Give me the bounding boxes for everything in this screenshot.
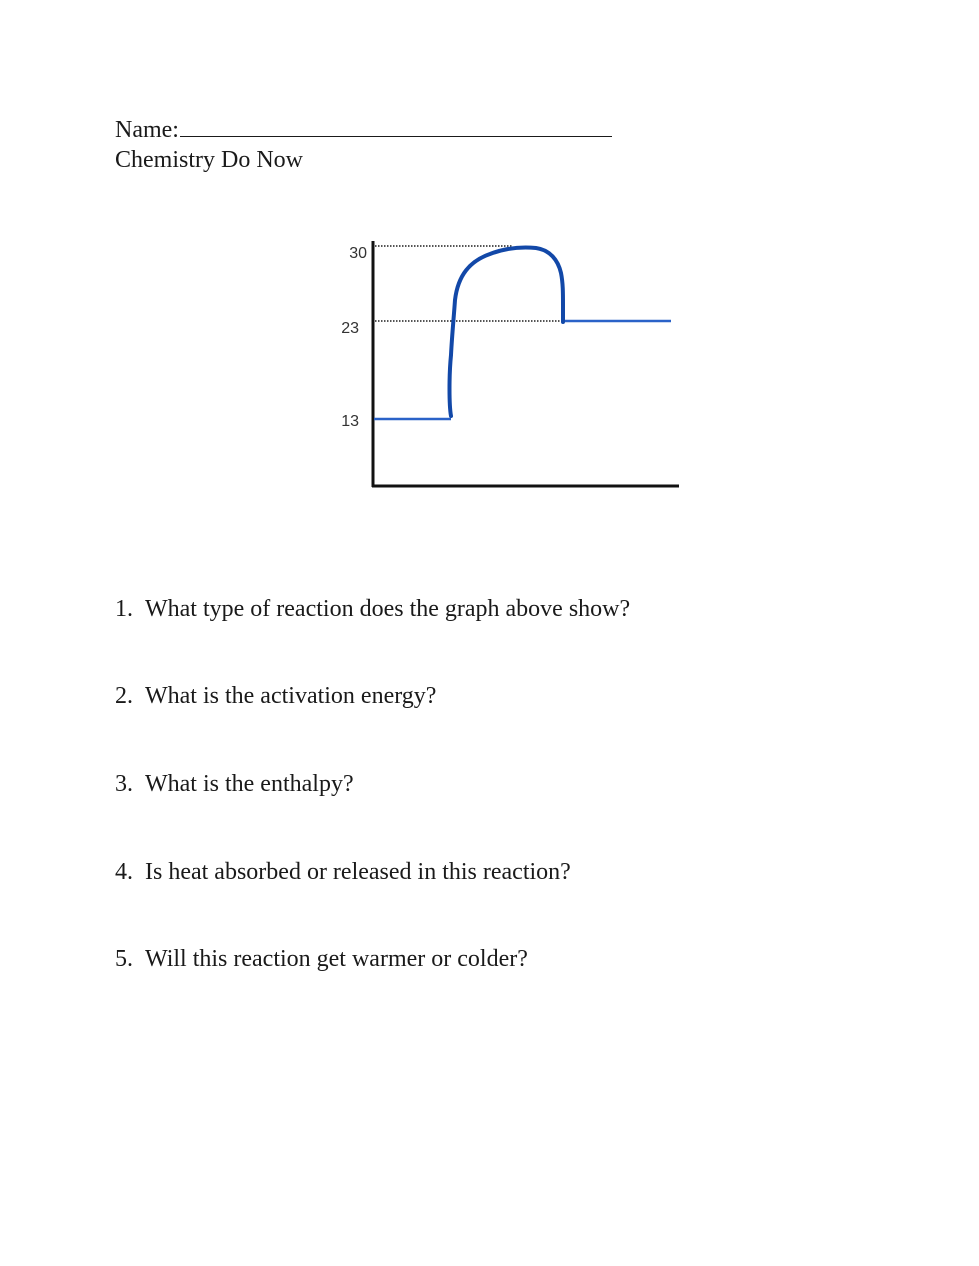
question-text: Is heat absorbed or released in this reaction? <box>145 859 571 885</box>
question-number: 1. <box>115 596 133 622</box>
name-label: Name: <box>115 117 179 143</box>
question-number: 3. <box>115 771 133 797</box>
y-tick-label: 23 <box>341 320 359 337</box>
question-5 <box>115 943 528 975</box>
energy-diagram <box>320 225 700 505</box>
y-tick-label: 30 <box>349 245 367 262</box>
question-text: What is the enthalpy? <box>145 771 354 797</box>
question-4 <box>115 856 571 888</box>
y-tick-label: 13 <box>341 413 359 430</box>
question-text: What type of reaction does the graph above show? <box>145 596 631 622</box>
question-text: What is the activation energy? <box>145 683 437 709</box>
question-number: 4. <box>115 859 133 885</box>
question-number: 5. <box>115 946 133 972</box>
question-1 <box>115 593 630 625</box>
worksheet-title: Chemistry Do Now <box>115 147 303 173</box>
activation-curve <box>450 248 564 416</box>
question-2 <box>115 680 436 712</box>
question-3 <box>115 768 354 800</box>
question-number: 2. <box>115 683 133 709</box>
name-blank[interactable] <box>180 112 612 137</box>
name-field-line <box>115 112 612 146</box>
question-text: Will this reaction get warmer or colder? <box>145 946 528 972</box>
